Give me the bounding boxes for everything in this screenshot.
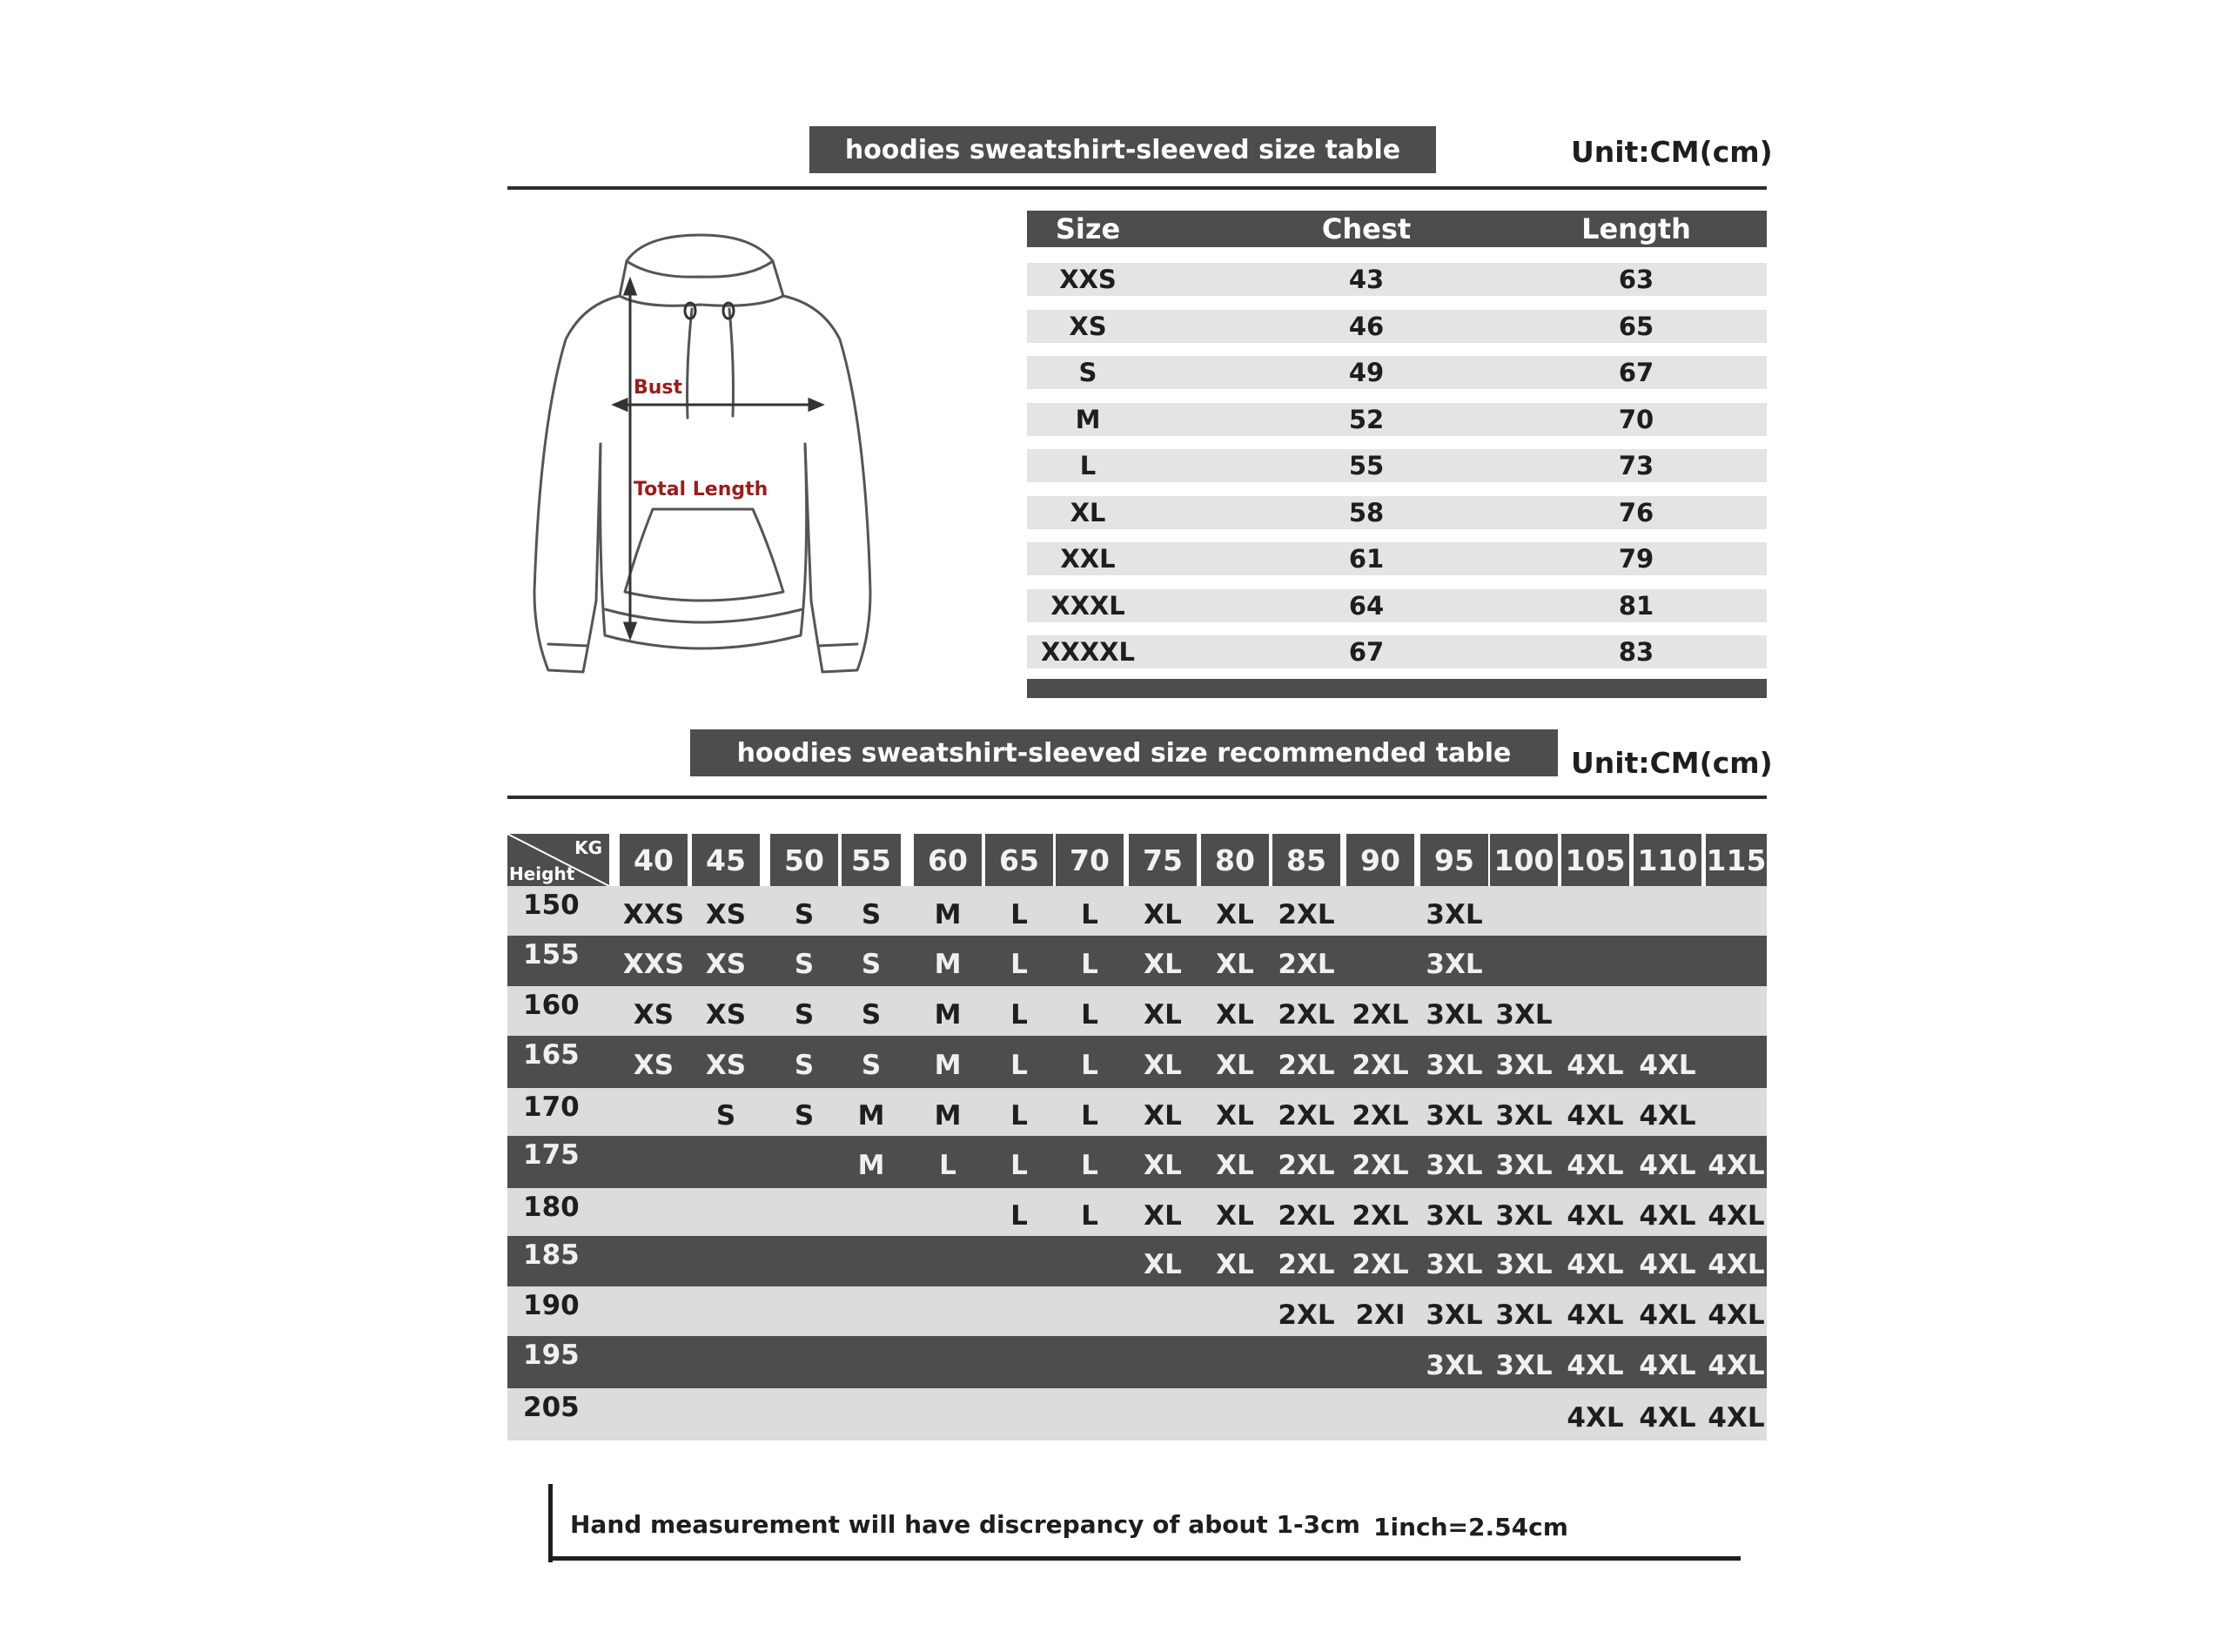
length-header: Length <box>1581 212 1691 245</box>
recommend-size-cell: 3XL <box>1426 1249 1483 1280</box>
recommend-size-cell: XS <box>705 998 747 1031</box>
recommend-size-cell: 4XL <box>1567 1402 1624 1434</box>
recommend-size-cell: 4XL <box>1639 1402 1696 1434</box>
weight-header-cell: 105 <box>1561 834 1629 886</box>
recommend-size-cell: XL <box>1216 1099 1254 1132</box>
weight-header-cell: 55 <box>842 834 901 886</box>
recommend-size-cell: L <box>1081 949 1098 980</box>
size-row <box>1027 403 1767 436</box>
recommend-size-cell: 3XL <box>1495 1199 1553 1232</box>
recommend-size-cell: XL <box>1144 1249 1182 1280</box>
recommend-size-cell: 4XL <box>1708 1199 1765 1232</box>
recommend-size-cell: XL <box>1216 898 1254 930</box>
recommend-size-cell: S <box>794 1099 815 1132</box>
height-cell: 205 <box>523 1392 580 1423</box>
recommend-size-cell: 4XL <box>1639 1350 1696 1381</box>
recommend-size-cell: M <box>857 1150 885 1181</box>
weight-header-cell: 70 <box>1056 834 1124 886</box>
recommend-size-cell: 4XL <box>1567 1199 1624 1232</box>
recommend-size-cell: 2XL <box>1278 1099 1335 1132</box>
total-length-label: Total Length <box>634 479 768 500</box>
recommend-size-cell: S <box>861 1050 882 1081</box>
top-divider <box>507 186 1767 190</box>
size-table-footer-bar <box>1027 679 1767 698</box>
recommend-size-cell: 2XL <box>1278 949 1335 980</box>
chest-cell: 46 <box>1348 311 1385 341</box>
recommend-size-cell: 3XL <box>1495 1099 1553 1132</box>
length-cell: 73 <box>1618 451 1654 480</box>
recommend-size-cell: S <box>794 898 815 930</box>
recommend-size-cell: 4XL <box>1567 1299 1624 1331</box>
size-cell: XXXL <box>1050 590 1125 621</box>
recommend-size-cell: 4XL <box>1567 1350 1624 1381</box>
weight-header-cell: 65 <box>985 834 1053 886</box>
size-cell: XXS <box>1059 265 1117 294</box>
recommend-size-cell: L <box>1010 998 1028 1031</box>
chest-cell: 67 <box>1348 637 1385 667</box>
recommend-size-cell: 2XL <box>1352 1199 1409 1232</box>
height-cell: 195 <box>523 1340 580 1371</box>
chest-cell: 64 <box>1348 590 1385 621</box>
recommend-size-cell: S <box>861 998 882 1031</box>
recommend-size-cell: 2XL <box>1278 998 1335 1031</box>
recommend-size-cell: L <box>1081 1050 1098 1081</box>
recommend-size-cell: S <box>861 898 882 930</box>
recommend-size-cell: L <box>1010 898 1028 930</box>
recommend-size-cell: XS <box>633 998 674 1031</box>
recommend-size-cell: 2XL <box>1278 1050 1335 1081</box>
corner-cell <box>507 834 609 886</box>
recommend-size-cell: 3XL <box>1495 1249 1553 1280</box>
recommend-row <box>507 1036 1767 1088</box>
recommend-size-cell: 2XL <box>1352 1150 1409 1181</box>
size-row <box>1027 449 1767 482</box>
length-cell: 70 <box>1618 404 1654 434</box>
recommend-size-cell: XXS <box>622 898 685 930</box>
recommend-size-cell: 2XL <box>1352 1099 1409 1132</box>
recommend-size-cell: 2XL <box>1278 1299 1335 1331</box>
hoodie-outline-icon <box>522 226 914 696</box>
recommend-size-cell: 2XL <box>1278 1199 1335 1232</box>
length-cell: 63 <box>1618 265 1654 294</box>
weight-header-cell: 75 <box>1129 834 1197 886</box>
chest-cell: 52 <box>1348 404 1385 434</box>
recommend-size-cell: XL <box>1144 1150 1182 1181</box>
recommend-size-cell: L <box>1081 998 1098 1031</box>
recommend-size-cell: M <box>934 1099 962 1132</box>
inch-conversion: 1inch=2.54cm <box>1373 1513 1568 1541</box>
height-label: Height <box>509 863 575 884</box>
recommend-size-cell: M <box>934 998 962 1031</box>
height-cell: 150 <box>523 890 580 921</box>
recommend-size-cell: XL <box>1144 998 1182 1031</box>
recommend-size-cell: 4XL <box>1639 1249 1696 1280</box>
height-cell: 155 <box>523 939 580 970</box>
height-cell: 160 <box>523 990 580 1021</box>
bust-label: Bust <box>634 377 683 399</box>
chest-cell: 61 <box>1348 544 1385 574</box>
recommend-size-cell: 2XI <box>1355 1299 1406 1331</box>
weight-header-cell: 40 <box>620 834 688 886</box>
recommend-row <box>507 1136 1767 1188</box>
recommend-size-cell: 3XL <box>1426 898 1483 930</box>
recommend-row <box>507 936 1767 986</box>
weight-header-cell: 110 <box>1634 834 1701 886</box>
recommend-size-cell: 4XL <box>1708 1299 1765 1331</box>
recommend-size-cell: 4XL <box>1567 1249 1624 1280</box>
recommend-row <box>507 1336 1767 1388</box>
recommend-table-unit: Unit:CM(cm) <box>1571 746 1773 780</box>
weight-header-cell: 50 <box>770 834 838 886</box>
weight-header-cell: 90 <box>1346 834 1414 886</box>
recommend-size-cell: S <box>794 949 815 980</box>
size-cell: L <box>1079 451 1097 480</box>
size-cell: XXL <box>1060 544 1116 574</box>
recommend-size-cell: M <box>857 1099 885 1132</box>
recommend-size-cell: XL <box>1144 949 1182 980</box>
recommend-size-cell: 3XL <box>1426 1350 1483 1381</box>
middle-divider <box>507 796 1767 799</box>
recommend-row <box>507 1188 1767 1236</box>
size-row <box>1027 356 1767 389</box>
recommend-size-cell: 2XL <box>1278 1150 1335 1181</box>
recommend-size-cell: L <box>1010 1199 1028 1232</box>
recommend-row <box>507 986 1767 1036</box>
recommend-size-cell: L <box>1081 1150 1098 1181</box>
recommend-size-cell: M <box>934 1050 962 1081</box>
recommend-size-cell: 4XL <box>1567 1099 1624 1132</box>
recommend-size-cell: 2XL <box>1278 898 1335 930</box>
size-cell: XS <box>1069 311 1107 341</box>
size-row <box>1027 542 1767 575</box>
recommend-size-cell: 4XL <box>1567 1150 1624 1181</box>
recommend-row <box>507 886 1767 936</box>
weight-header-cell: 100 <box>1490 834 1558 886</box>
recommend-size-cell: 4XL <box>1708 1249 1765 1280</box>
recommend-size-cell: S <box>794 998 815 1031</box>
recommend-size-cell: XL <box>1216 1199 1254 1232</box>
recommend-size-cell: L <box>1081 1099 1098 1132</box>
recommend-size-cell: 2XL <box>1352 1050 1409 1081</box>
recommend-row <box>507 1088 1767 1136</box>
recommend-size-cell: XL <box>1216 998 1254 1031</box>
length-cell: 67 <box>1618 358 1654 387</box>
recommend-size-cell: 4XL <box>1639 1199 1696 1232</box>
recommend-size-cell: 3XL <box>1426 949 1483 980</box>
chest-cell: 58 <box>1348 497 1385 527</box>
height-cell: 175 <box>523 1139 580 1171</box>
recommend-size-cell: S <box>715 1099 736 1132</box>
weight-header-cell: 95 <box>1420 834 1488 886</box>
recommend-size-cell: 3XL <box>1426 1050 1483 1081</box>
height-cell: 185 <box>523 1239 580 1271</box>
size-cell: XL <box>1070 497 1106 527</box>
recommend-size-cell: 4XL <box>1639 1299 1696 1331</box>
recommend-size-cell: 2XL <box>1278 1249 1335 1280</box>
recommend-size-cell: L <box>1010 949 1028 980</box>
weight-header-cell: 80 <box>1201 834 1269 886</box>
size-row <box>1027 263 1767 296</box>
recommend-size-cell: 2XL <box>1352 1249 1409 1280</box>
size-row <box>1027 496 1767 529</box>
height-cell: 170 <box>523 1091 580 1123</box>
weight-header-cell: 115 <box>1706 834 1767 886</box>
size-table-unit: Unit:CM(cm) <box>1571 135 1773 169</box>
recommend-size-cell: L <box>1081 1199 1098 1232</box>
recommend-size-cell: XL <box>1144 898 1182 930</box>
size-table-title: hoodies sweatshirt-sleeved size table <box>809 126 1436 173</box>
recommend-size-cell: XXS <box>622 949 685 980</box>
chest-cell: 55 <box>1348 451 1385 480</box>
recommend-size-cell: 4XL <box>1567 1050 1624 1081</box>
recommend-size-cell: 4XL <box>1639 1150 1696 1181</box>
height-cell: 180 <box>523 1192 580 1223</box>
recommend-size-cell: M <box>934 949 962 980</box>
size-table-header <box>1027 211 1767 247</box>
recommend-size-cell: XL <box>1216 1050 1254 1081</box>
recommend-size-cell: XS <box>705 949 747 980</box>
recommend-size-cell: XL <box>1144 1050 1182 1081</box>
recommend-row <box>507 1236 1767 1286</box>
size-row <box>1027 635 1767 668</box>
recommend-size-cell: 4XL <box>1708 1402 1765 1434</box>
recommend-size-cell: 2XL <box>1352 998 1409 1031</box>
recommend-size-cell: L <box>1010 1150 1028 1181</box>
recommend-size-cell: 4XL <box>1708 1350 1765 1381</box>
size-header: Size <box>1055 212 1121 245</box>
recommend-size-cell: 4XL <box>1639 1050 1696 1081</box>
footer-bottom-rule <box>548 1556 1741 1561</box>
size-row <box>1027 310 1767 343</box>
length-cell: 65 <box>1618 311 1654 341</box>
height-cell: 165 <box>523 1039 580 1071</box>
chest-cell: 49 <box>1348 358 1385 387</box>
recommend-size-cell: XS <box>633 1050 674 1081</box>
recommend-size-cell: XL <box>1216 1249 1254 1280</box>
recommend-size-cell: 3XL <box>1495 1050 1553 1081</box>
size-cell: XXXXL <box>1041 637 1135 667</box>
length-cell: 79 <box>1618 544 1654 574</box>
recommend-size-cell: 3XL <box>1426 1299 1483 1331</box>
length-cell: 76 <box>1618 497 1654 527</box>
recommend-size-cell: XL <box>1144 1099 1182 1132</box>
recommend-row <box>507 1286 1767 1336</box>
size-cell: S <box>1078 358 1097 387</box>
recommend-size-cell: 3XL <box>1495 1350 1553 1381</box>
chest-cell: 43 <box>1348 265 1385 294</box>
recommend-size-cell: XL <box>1216 1150 1254 1181</box>
hoodie-diagram <box>522 226 914 696</box>
height-cell: 190 <box>523 1290 580 1321</box>
chest-header: Chest <box>1321 212 1412 245</box>
measurement-note: Hand measurement will have discrepancy of about 1-3cm <box>570 1510 1360 1539</box>
footer-left-bar <box>548 1484 553 1562</box>
kg-label: KG <box>574 837 602 858</box>
recommend-size-cell: XS <box>705 898 747 930</box>
recommend-size-cell: 3XL <box>1495 1150 1553 1181</box>
recommend-size-cell: 3XL <box>1495 1299 1553 1331</box>
recommend-size-cell: S <box>794 1050 815 1081</box>
recommend-size-cell: 4XL <box>1639 1099 1696 1132</box>
recommend-size-cell: 3XL <box>1426 1150 1483 1181</box>
recommend-size-cell: L <box>1081 898 1098 930</box>
recommend-size-cell: XL <box>1216 949 1254 980</box>
weight-header-cell: 60 <box>914 834 982 886</box>
recommend-size-cell: L <box>1010 1050 1028 1081</box>
recommend-size-cell: L <box>939 1150 956 1181</box>
recommend-size-cell: M <box>934 898 962 930</box>
recommend-row <box>507 1388 1767 1440</box>
recommend-size-cell: L <box>1010 1099 1028 1132</box>
recommend-size-cell: XL <box>1144 1199 1182 1232</box>
recommend-size-cell: 3XL <box>1426 1199 1483 1232</box>
recommend-table-title: hoodies sweatshirt-sleeved size recommended table <box>690 729 1558 776</box>
size-cell: M <box>1075 404 1101 434</box>
length-cell: 83 <box>1618 637 1654 667</box>
weight-header-cell: 45 <box>692 834 760 886</box>
size-row <box>1027 589 1767 622</box>
recommend-size-cell: S <box>861 949 882 980</box>
length-cell: 81 <box>1618 590 1654 621</box>
recommend-size-cell: 4XL <box>1708 1150 1765 1181</box>
recommend-size-cell: 3XL <box>1426 998 1483 1031</box>
size-table <box>1027 211 1767 698</box>
recommend-size-cell: XS <box>705 1050 747 1081</box>
weight-header-cell: 85 <box>1272 834 1340 886</box>
recommend-size-cell: 3XL <box>1495 998 1553 1031</box>
recommend-size-cell: 3XL <box>1426 1099 1483 1132</box>
